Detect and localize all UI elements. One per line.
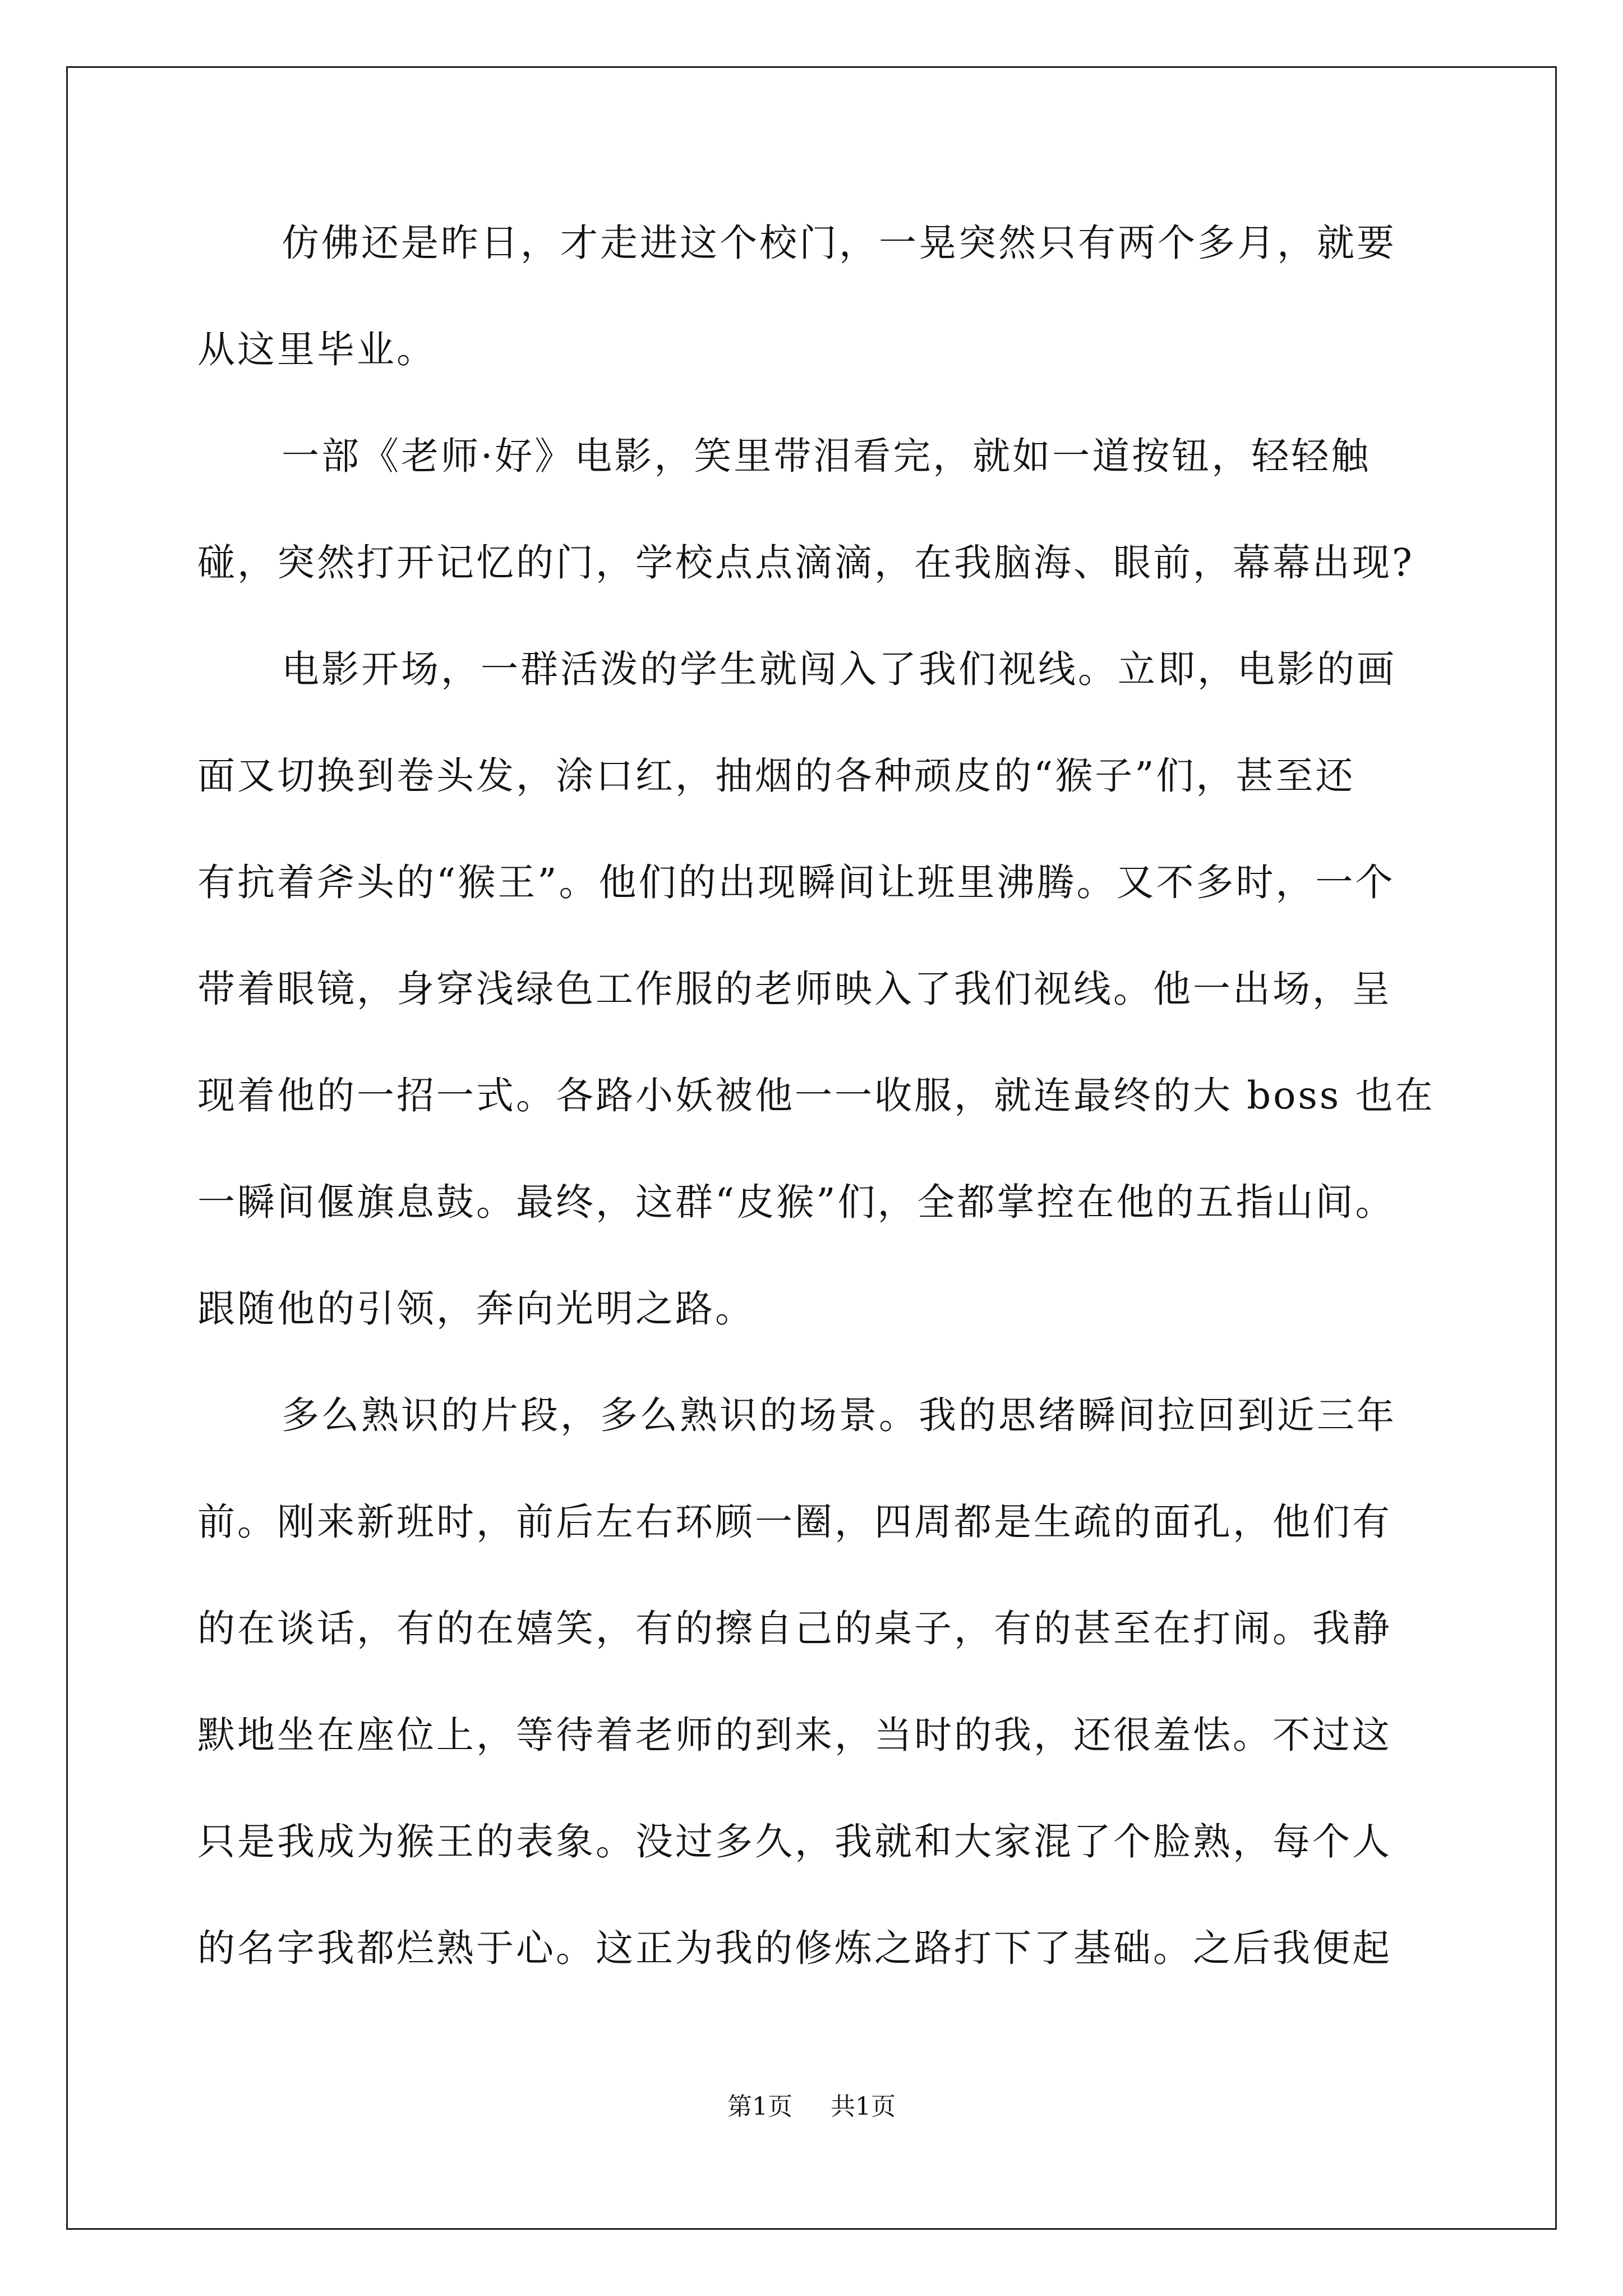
text-line: 前。刚来新班时，前后左右环顾一圈，四周都是生疏的面孔，他们有: [197, 1500, 1392, 1544]
paragraph: [197, 1384, 1436, 2024]
text-line: 电影开场，一群活泼的学生就闯入了我们视线。立即，电影的画: [282, 647, 1396, 691]
text-line: 现着他的一招一式。各路小妖被他一一收服，就连最终的大 boss 也在: [197, 1074, 1435, 1117]
text-line: 的在谈话，有的在嬉笑，有的擦自己的桌子，有的甚至在打闹。我静: [197, 1607, 1392, 1650]
text-line: 碰，突然打开记忆的门，学校点点滴滴，在我脑海、眼前，幕幕出现?: [197, 541, 1414, 585]
text-line: 面又切换到卷头发，涂口红，抽烟的各种顽皮的“猴子”们，甚至还: [197, 754, 1355, 798]
paragraph: [197, 638, 1436, 1384]
text-line: 只是我成为猴王的表象。没过多久，我就和大家混了个脸熟，每个人: [197, 1820, 1392, 1864]
paragraph: [197, 425, 1436, 638]
paragraph: [197, 212, 1436, 425]
text-line: 仿佛还是昨日，才走进这个校门，一晃突然只有两个多月，就要: [282, 221, 1396, 265]
text-line: 的名字我都烂熟于心。这正为我的修炼之路打下了基础。之后我便起: [197, 1926, 1392, 1970]
page-number: 第1页: [727, 2092, 792, 2121]
text-line: 有抗着斧头的“猴王”。他们的出现瞬间让班里沸腾。又不多时，一个: [197, 861, 1395, 904]
text-line: 多么熟识的片段，多么熟识的场景。我的思绪瞬间拉回到近三年: [282, 1393, 1396, 1437]
page-footer: [0, 2090, 1623, 2124]
text-line: 默地坐在座位上，等待着老师的到来，当时的我，还很羞怯。不过这: [197, 1713, 1392, 1757]
text-line: 一瞬间偃旗息鼓。最终，这群“皮猴”们，全都掌控在他的五指山间。: [197, 1180, 1395, 1224]
text-line: 跟随他的引领，奔向光明之路。: [197, 1287, 755, 1331]
page-total: 共1页: [831, 2092, 896, 2121]
text-line: 从这里毕业。: [197, 328, 436, 371]
text-line: 带着眼镜，身穿浅绿色工作服的老师映入了我们视线。他一出场，呈: [197, 967, 1392, 1011]
text-line: 一部《老师·好》电影，笑里带泪看完，就如一道按钮，轻轻触: [282, 434, 1371, 478]
document-body: [197, 212, 1436, 2024]
